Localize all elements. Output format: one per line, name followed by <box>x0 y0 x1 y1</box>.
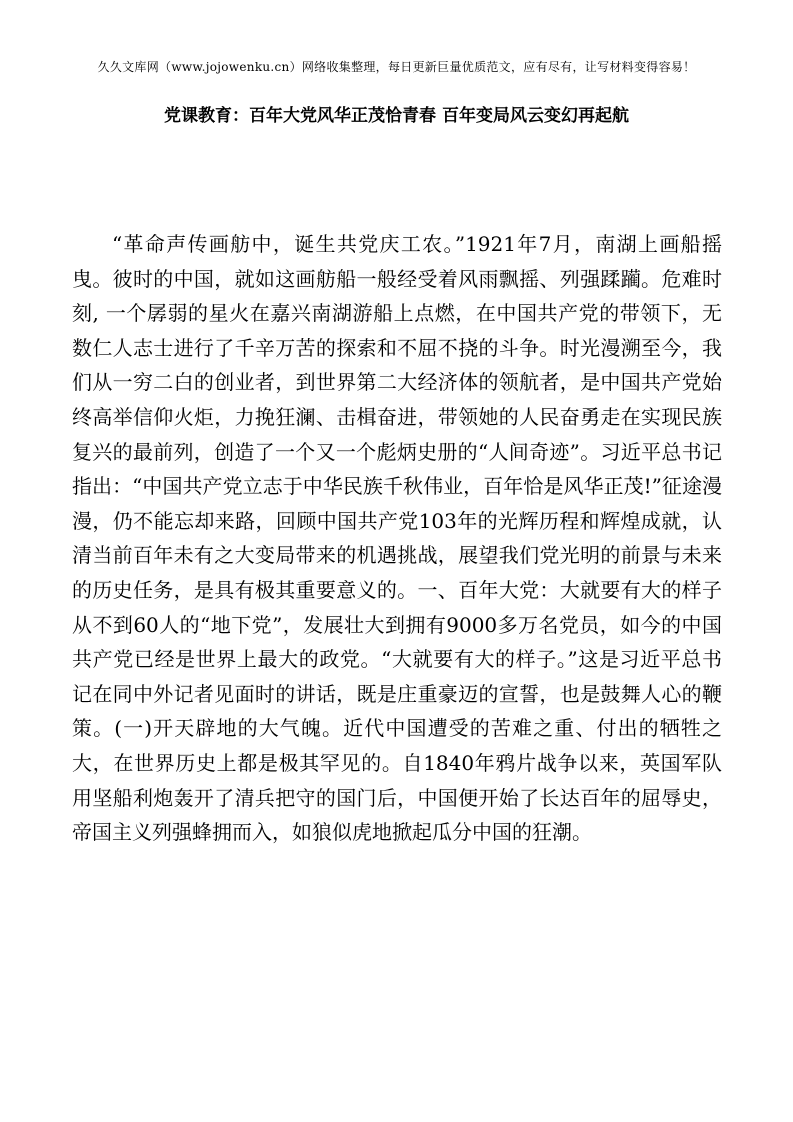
document-title: 党课教育：百年大党风华正茂恰青春 百年变局风云变幻再起航 <box>164 106 629 126</box>
header-note: 久久文库网（www.jojowenku.cn）网络收集整理，每日更新巨量优质范文，应有尽有，让写材料变得容易！ <box>97 60 696 74</box>
body-paragraph: “革命声传画舫中，诞生共党庆工农。”1921年7月，南湖上画船摇曳。彼时的中国，就如这画舫船一般经受着风雨飘摇、列强蹂躏。危难时刻, 一个孱弱的星火在嘉兴南湖游船上点燃，在中国共产党的带领下，无数仁人志士进行了千辛万苦的探索和不屈不挠的斗争。时光漫溯至今，我们从一穷二白的创业者，到世界第二大经济体的领航者，是中国共产党始终高举信仰火炬，力挽狂澜、击楫奋进，带领她的人民奋勇走在实现民族复兴的最前列，创造了一个又一个彪炳史册的“人间奇迹”。习近平总书记指出：“中国共产党立志于中华民族千秋伟业，百年恰是风华正茂!”征途漫漫，仍不能忘却来路，回顾中国共产党103年的光辉历程和辉煌成就，认清当前百年未有之大变局带来的机遇挑战，展望我们党光明的前景与未来的历史任务，是具有极其重要意义的。一、百年大党：大就要有大的样子从不到60人的“地下党”，发展壮大到拥有9000多万名党员，如今的中国共产党已经是世界上最大的政党。“大就要有大的样子。”这是习近平总书记在同中外记者见面时的讲话，既是庄重豪迈的宣誓，也是鼓舞人心的鞭策。(一)开天辟地的大气魄。近代中国遭受的苦难之重、付出的牺牲之大，在世界历史上都是极其罕见的。自1840年鸦片战争以来，英国军队用坚船利炮轰开了清兵把守的国门后，中国便开始了长达百年的屈辱史，帝国主义列强蜂拥而入，如狼似虎地掀起瓜分中国的狂潮。 <box>72 232 722 845</box>
